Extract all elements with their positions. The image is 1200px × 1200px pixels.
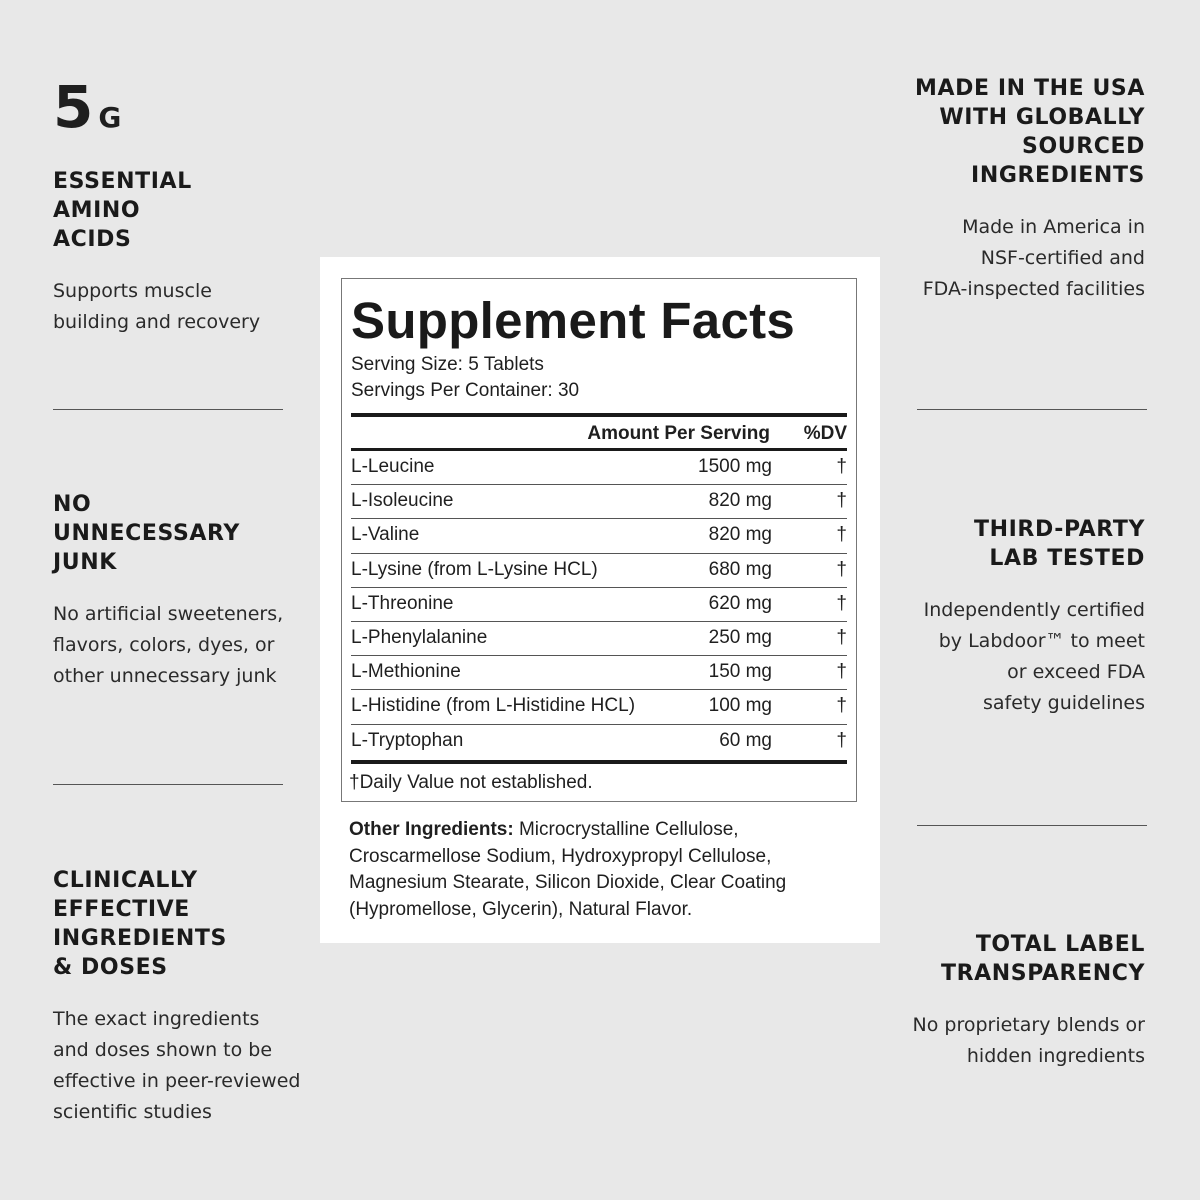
ingredient-name: L-Threonine: [351, 592, 454, 614]
facts-row: [351, 588, 847, 622]
ingredient-name: L-Valine: [351, 524, 420, 546]
facts-row: [351, 622, 847, 656]
serving-size: Serving Size: 5 Tablets: [351, 354, 544, 375]
transparency-feature: [913, 930, 1146, 1072]
ingredient-dv: †: [836, 592, 847, 614]
clinical-title: CLINICALLY EFFECTIVE INGREDIENTS & DOSES: [53, 868, 227, 980]
ingredient-name: L-Histidine (from L-Histidine HCL): [351, 695, 636, 717]
ingredient-name: L-Leucine: [351, 456, 435, 477]
ingredient-dv: †: [836, 558, 847, 580]
dv-header: %DV: [803, 423, 847, 444]
ingredient-dv: †: [836, 490, 847, 512]
ingredient-name: L-Methionine: [351, 661, 461, 683]
amino-amount-unit: G: [98, 101, 123, 134]
ingredient-dv: †: [836, 729, 847, 751]
amino-amount-value: 5: [53, 73, 95, 141]
facts-row: [351, 519, 847, 553]
amount-per-serving-header: Amount Per Serving: [587, 423, 770, 444]
clinical-desc: The exact ingredients and doses shown to be effective in peer-reviewed scientific studies: [53, 1008, 301, 1123]
clinical-feature: [53, 866, 300, 1128]
amino-desc: Supports muscle building and recovery: [53, 280, 261, 333]
facts-bottom-bar: [351, 760, 847, 764]
facts-row: [351, 485, 847, 519]
ingredient-dv: †: [836, 456, 847, 477]
ingredient-dv: †: [836, 626, 847, 648]
junk-title: NO UNNECESSARY JUNK: [53, 492, 240, 575]
lab-feature: [924, 515, 1145, 719]
facts-row: [351, 451, 847, 485]
ingredient-name: L-Isoleucine: [351, 490, 454, 512]
supplement-facts-panel: [320, 257, 880, 943]
ingredient-amount: 250 mg: [708, 626, 772, 648]
ingredient-name: L-Phenylalanine: [351, 626, 488, 648]
transparency-title: TOTAL LABEL TRANSPARENCY: [940, 932, 1145, 986]
ingredient-dv: †: [836, 695, 847, 717]
amino-amount: [53, 73, 260, 147]
ingredient-name: L-Lysine (from L-Lysine HCL): [351, 558, 598, 580]
left-divider-2: [53, 784, 283, 785]
ingredient-dv: †: [836, 524, 847, 546]
left-divider-1: [53, 409, 283, 410]
ingredient-amount: 100 mg: [708, 695, 772, 717]
ingredient-amount: 680 mg: [708, 558, 772, 580]
facts-row: [351, 656, 847, 690]
lab-desc: Independently certified by Labdoor™ to meet or exceed FDA safety guidelines: [923, 599, 1145, 714]
facts-row: [351, 725, 847, 759]
ingredient-amount: 820 mg: [708, 524, 772, 546]
supplement-facts-label: [341, 278, 857, 802]
ingredient-amount: 150 mg: [708, 661, 772, 683]
other-ingredients-label: Other Ingredients:: [349, 819, 514, 840]
usa-desc: Made in America in NSF-certified and FDA-inspected facilities: [922, 216, 1145, 300]
junk-desc: No artificial sweeteners, flavors, colors, dyes, or other unnecessary junk: [53, 603, 284, 687]
ingredient-dv: †: [836, 661, 847, 683]
usa-title: MADE IN THE USA WITH GLOBALLY SOURCED INGREDIENTS: [915, 76, 1145, 188]
facts-row: [351, 554, 847, 588]
dv-footnote: †Daily Value not established.: [349, 772, 593, 793]
right-divider-1: [917, 409, 1147, 410]
facts-row: [351, 690, 847, 724]
amino-feature: [53, 73, 261, 338]
facts-rows: [351, 451, 847, 759]
junk-feature: [53, 490, 283, 692]
ingredient-amount: 1500 mg: [698, 456, 772, 477]
other-ingredients: [349, 817, 849, 923]
right-divider-2: [917, 825, 1147, 826]
ingredient-amount: 820 mg: [708, 490, 772, 512]
ingredient-amount: 60 mg: [719, 729, 772, 751]
amino-title: ESSENTIAL AMINO ACIDS: [53, 169, 192, 252]
other-ingredients-text: Microcrystalline Cellulose, Croscarmellose Sodium, Hydroxypropyl Cellulose, Magnesium Stearate, Silicon Dioxide, Clear Coating (Hypromellose, Glycerin), Natural Flavor.: [349, 819, 787, 920]
lab-title: THIRD-PARTY LAB TESTED: [974, 517, 1145, 571]
ingredient-name: L-Tryptophan: [351, 729, 464, 751]
facts-top-bar: [351, 413, 847, 417]
servings-per-container: Servings Per Container: 30: [351, 380, 580, 401]
usa-feature: [915, 74, 1145, 305]
facts-title: Supplement Facts: [351, 292, 796, 349]
transparency-desc: No proprietary blends or hidden ingredients: [912, 1014, 1145, 1067]
ingredient-amount: 620 mg: [708, 592, 772, 614]
